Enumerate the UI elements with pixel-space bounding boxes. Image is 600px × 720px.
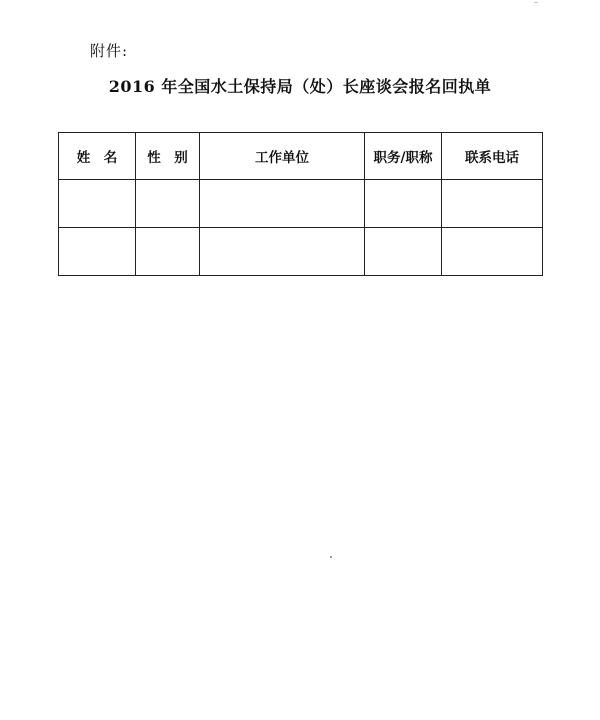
cell-work-unit[interactable] [200, 228, 365, 276]
cell-position-title[interactable] [365, 180, 442, 228]
header-name: 姓 名 [59, 133, 136, 180]
cell-name[interactable] [59, 228, 136, 276]
cell-name[interactable] [59, 180, 136, 228]
table-header-row [59, 133, 543, 180]
header-phone: 联系电话 [442, 133, 543, 180]
cell-position-title[interactable] [365, 228, 442, 276]
cell-gender[interactable] [136, 228, 200, 276]
header-gender: 性 别 [136, 133, 200, 180]
table-row [59, 180, 543, 228]
registration-table [58, 132, 543, 276]
cell-gender[interactable] [136, 180, 200, 228]
cell-phone[interactable] [442, 180, 543, 228]
header-position-title: 职务/职称 [365, 133, 442, 180]
scan-speck [330, 556, 332, 558]
scan-speck [534, 2, 538, 3]
cell-work-unit[interactable] [200, 180, 365, 228]
document-title: 2016 年全国水土保持局（处）长座谈会报名回执单 [108, 77, 492, 96]
header-work-unit: 工作单位 [200, 133, 365, 180]
table-row [59, 228, 543, 276]
cell-phone[interactable] [442, 228, 543, 276]
attachment-label: 附件: [90, 42, 129, 60]
